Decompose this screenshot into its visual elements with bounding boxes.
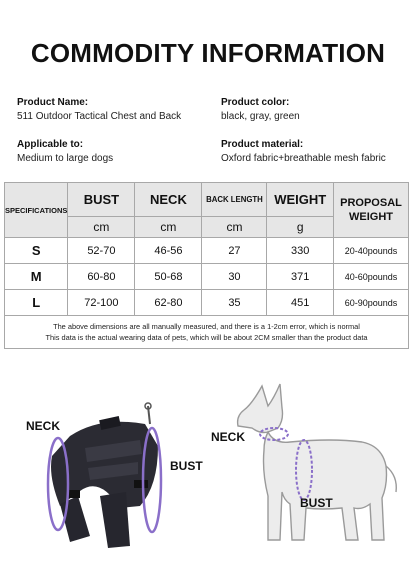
weight-cell: 451 bbox=[267, 290, 334, 316]
material-block bbox=[221, 138, 386, 165]
material-label: Product material: bbox=[221, 139, 304, 150]
proposal-weight-cell: 60-90pounds bbox=[333, 290, 408, 316]
specifications-header: SPECIFICATIONS bbox=[5, 183, 68, 238]
size-cell: S bbox=[5, 238, 68, 264]
product-name-value: 511 Outdoor Tactical Chest and Back bbox=[17, 111, 182, 122]
proposal-weight-cell: 20-40pounds bbox=[333, 238, 408, 264]
product-name-label: Product Name: bbox=[17, 97, 89, 108]
dog-outline-image bbox=[222, 380, 402, 560]
size-table bbox=[4, 182, 409, 349]
back-length-cell: 30 bbox=[202, 264, 267, 290]
neck-cell: 50-68 bbox=[135, 264, 202, 290]
neck-unit: cm bbox=[135, 217, 202, 238]
weight-header: WEIGHT bbox=[267, 183, 334, 217]
weight-cell: 371 bbox=[267, 264, 334, 290]
size-cell: L bbox=[5, 290, 68, 316]
dog-bust-label: BUST bbox=[300, 496, 333, 510]
applicable-block bbox=[17, 138, 113, 165]
table-row bbox=[5, 238, 409, 264]
applicable-label: Applicable to: bbox=[17, 139, 84, 150]
bust-header: BUST bbox=[68, 183, 135, 217]
neck-cell: 46-56 bbox=[135, 238, 202, 264]
back-length-cell: 35 bbox=[202, 290, 267, 316]
size-cell: M bbox=[5, 264, 68, 290]
applicable-value: Medium to large dogs bbox=[17, 153, 114, 164]
weight-unit: g bbox=[267, 217, 334, 238]
dog-neck-label: NECK bbox=[211, 430, 246, 444]
material-value: Oxford fabric+breathable mesh fabric bbox=[221, 153, 386, 164]
product-color-value: black, gray, green bbox=[221, 111, 300, 122]
back-length-header: BACK LENGTH bbox=[202, 183, 267, 217]
product-name-block bbox=[17, 96, 181, 123]
bust-unit: cm bbox=[68, 217, 135, 238]
back-length-unit: cm bbox=[202, 217, 267, 238]
product-color-block bbox=[221, 96, 300, 123]
back-length-cell: 27 bbox=[202, 238, 267, 264]
note-line-2: This data is the actual wearing data of pets, which will be about 2CM smaller than the product data bbox=[45, 333, 368, 342]
measurement-note bbox=[5, 316, 409, 349]
harness-neck-label: NECK bbox=[26, 419, 61, 433]
harness-bust-label: BUST bbox=[170, 459, 203, 473]
page-title: COMMODITY INFORMATION bbox=[30, 38, 386, 68]
proposal-weight-cell: 40-60pounds bbox=[333, 264, 408, 290]
product-color-label: Product color: bbox=[221, 97, 290, 108]
weight-cell: 330 bbox=[267, 238, 334, 264]
neck-header: NECK bbox=[135, 183, 202, 217]
bust-cell: 60-80 bbox=[68, 264, 135, 290]
bust-cell: 52-70 bbox=[68, 238, 135, 264]
neck-cell: 62-80 bbox=[135, 290, 202, 316]
table-row bbox=[5, 264, 409, 290]
bust-cell: 72-100 bbox=[68, 290, 135, 316]
note-line-1: The above dimensions are all manually measured, and there is a 1-2cm error, which is normal bbox=[53, 322, 360, 331]
table-row bbox=[5, 290, 409, 316]
proposal-weight-header: PROPOSAL WEIGHT bbox=[333, 183, 408, 238]
